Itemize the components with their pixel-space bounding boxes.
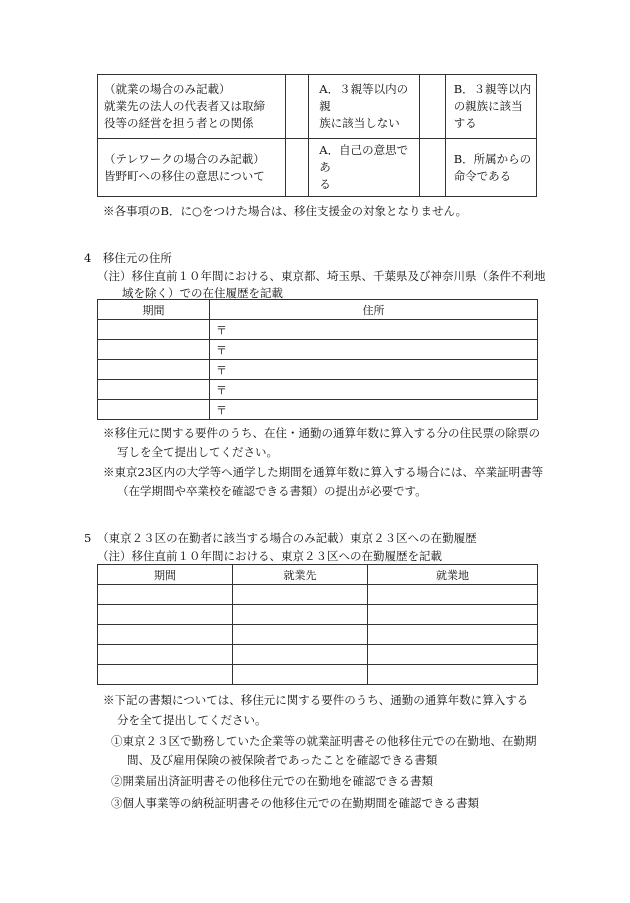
section4-heading: 4 移住元の住所 [84,251,172,265]
option-line: の親族に該当 [453,99,523,113]
section4-after-note: ※東京23区内の大学等へ通学した期間を通算年数に算入する場合には、卒業証明書等 [103,465,544,479]
option-line: 族に該当しない [319,116,400,130]
address-cell[interactable]: 〒 [210,320,538,340]
circle-box-a[interactable] [285,75,309,139]
header-employer: 就業先 [233,565,368,585]
location-cell[interactable] [368,585,538,605]
table-row [98,665,538,685]
section4-after-note: （在学期間や卒業校を確認できる書類）の提出が必要です。 [117,484,427,498]
location-cell[interactable] [368,625,538,645]
employer-cell[interactable] [233,625,368,645]
employer-cell[interactable] [233,605,368,625]
table-row [98,400,538,420]
employer-cell[interactable] [233,665,368,685]
period-cell[interactable] [98,380,210,400]
address-cell[interactable]: 〒 [210,400,538,420]
table-row [98,645,538,665]
location-cell[interactable] [368,605,538,625]
header-period: 期間 [98,300,210,320]
desc-line: 役等の経営を担う者との関係 [104,116,254,130]
option-line: する [453,116,477,130]
table-row [98,585,538,605]
table-row [98,605,538,625]
address-cell[interactable]: 〒 [210,380,538,400]
header-location: 就業地 [368,565,538,585]
option-b [445,75,536,139]
period-cell[interactable] [98,625,233,645]
period-cell[interactable] [98,585,233,605]
circle-box-b[interactable] [420,75,446,139]
row-description [98,139,286,197]
section4-after-note: 写しを全て提出してください。 [117,445,278,459]
option-line: A．３親等以内の親 [319,82,409,113]
period-cell[interactable] [98,645,233,665]
section4-note-line: 域を除く）での在住履歴を記載 [122,286,283,300]
period-cell[interactable] [98,320,210,340]
table-row [98,340,538,360]
section5-heading: 5 （東京２３区の在勤者に該当する場合のみ記載）東京２３区への在勤履歴 [84,531,477,545]
address-cell[interactable]: 〒 [210,340,538,360]
option-b [445,139,536,197]
location-cell[interactable] [368,665,538,685]
doc-item: 間、及び雇用保険の被保険者であったことを確認できる書類 [127,753,438,767]
desc-line: 皆野町への移住の意思について [104,168,265,183]
header-period: 期間 [98,565,233,585]
desc-line: （就業の場合のみ記載） [104,82,231,96]
employment-history-table [97,564,538,685]
table-row [98,320,538,340]
period-cell[interactable] [98,360,210,380]
section5-docs-note: 分を全て提出してください。 [117,713,267,727]
option-line: る [319,177,331,191]
option-a [309,75,420,139]
doc-item: ①東京２３区で勤務していた企業等の就業証明書その他移住元での在勤地、在勤期 [111,734,537,748]
table-row [98,625,538,645]
period-cell[interactable] [98,340,210,360]
period-cell[interactable] [98,400,210,420]
header-address: 住所 [210,300,538,320]
option-line: B．３親等以内 [453,82,532,96]
address-history-table [97,299,538,420]
row-description [98,75,286,139]
employer-cell[interactable] [233,645,368,665]
table-header-row [98,300,538,320]
desc-line: （テレワークの場合のみ記載） [104,151,265,166]
option-a [309,139,420,197]
period-cell[interactable] [98,665,233,685]
table-header-row [98,565,538,585]
table-row [98,360,538,380]
relationship-table [97,74,537,197]
employer-cell[interactable] [233,585,368,605]
option-b-note: ※各事項のB．に○をつけた場合は、移住支援金の対象となりません。 [103,204,468,218]
option-line: A．自己の意思であ [319,143,409,174]
address-cell[interactable]: 〒 [210,360,538,380]
section4-note-line: （注）移住直前１０年間における、東京都、埼玉県、千葉県及び神奈川県（条件不利地 [97,269,546,283]
doc-item: ③個人事業等の納税証明書その他移住元での在勤期間を確認できる書類 [111,796,479,810]
section5-note: （注）移住直前１０年間における、東京２３区への在勤履歴を記載 [97,549,442,563]
circle-box-b[interactable] [420,139,446,197]
desc-line: 就業先の法人の代表者又は取締 [104,99,265,113]
circle-box-a[interactable] [285,139,309,197]
table-row [98,139,537,197]
option-line: 命令である [453,168,512,183]
option-line: B．所属からの [453,151,532,166]
table-row [98,75,537,139]
doc-item: ②開業届出済証明書その他移住元での在勤地を確認できる書類 [111,774,433,788]
location-cell[interactable] [368,645,538,665]
section5-docs-note: ※下記の書類については、移住元に関する要件のうち、通勤の通算年数に算入する [103,693,529,707]
table-row [98,380,538,400]
period-cell[interactable] [98,605,233,625]
section4-after-note: ※移住元に関する要件のうち、在住・通勤の通算年数に算入する分の住民票の除票の [103,426,540,440]
